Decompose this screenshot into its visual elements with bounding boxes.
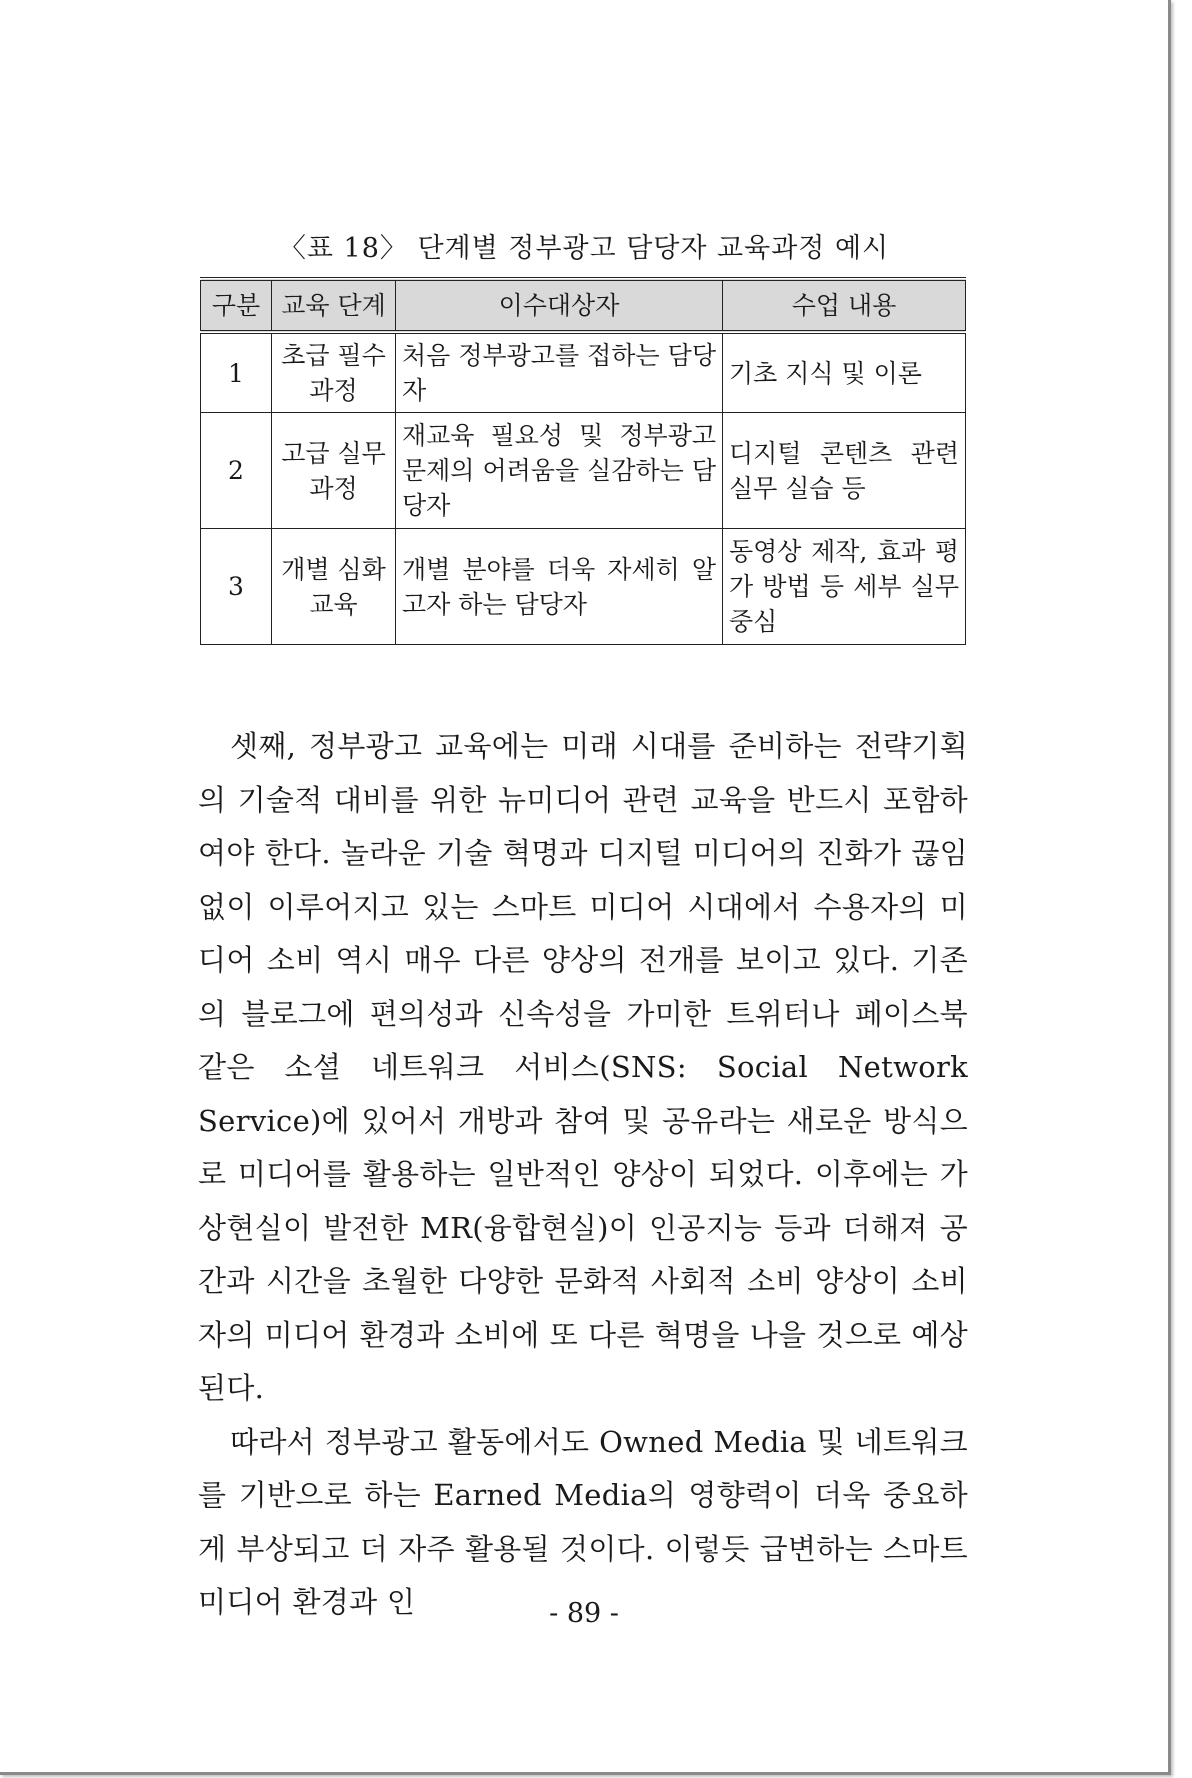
- row-content: 디지털 콘텐츠 관련 실무 실습 등: [723, 413, 966, 529]
- education-course-table: [200, 277, 966, 645]
- paragraph: 따라서 정부광고 활동에서도 Owned Media 및 네트워크를 기반으로 하는 Earned Media의 영향력이 더욱 중요하게 부상되고 더 자주 활용될 것이다. 이렇듯 급변하는 스마트미디어 환경과 인: [198, 1424, 968, 1619]
- row-number: 2: [201, 413, 272, 529]
- table-caption: 〈표 18〉 단계별 정부광고 담당자 교육과정 예시: [278, 233, 890, 264]
- header-stage: 교육 단계: [272, 279, 396, 332]
- row-target: 재교육 필요성 및 정부광고 문제의 어려움을 실감하는 담당자: [396, 413, 723, 529]
- row-number: 1: [201, 332, 272, 413]
- page-number: - 89 -: [549, 1598, 619, 1629]
- table-row: [201, 332, 966, 413]
- row-target: 개별 분야를 더욱 자세히 알고자 하는 담당자: [396, 529, 723, 645]
- body-text: [198, 720, 968, 1630]
- header-content: 수업 내용: [723, 279, 966, 332]
- row-content: 기초 지식 및 이론: [723, 332, 966, 413]
- paragraph: 셋째, 정부광고 교육에는 미래 시대를 준비하는 전략기획의 기술적 대비를 위한 뉴미디어 관련 교육을 반드시 포함하여야 한다. 놀라운 기술 혁명과 디지털 미디어의 진화가 끊임없이 이루어지고 있는 스마트 미디어 시대에서 수용자의 미디어 소비 역시 매우 다른 양상의 전개를 보이고 있다. 기존의 블로그에 편의성과 신속성을 가미한 트위터나 페이스북 같은 소셜 네트워크 서비스(SNS: Social Network Service)에 있어서 개방과 참여 및 공유라는 새로운 방식으로 미디어를 활용하는 일반적인 양상이 되었다. 이후에는 가상현실이 발전한 MR(융합현실)이 인공지능 등과 더해져 공간과 시간을 초월한 다양한 문화적 사회적 소비 양상이 소비자의 미디어 환경과 소비에 또 다른 혁명을 나을 것으로 예상된다.: [198, 729, 968, 1405]
- row-stage: 초급 필수 과정: [272, 332, 396, 413]
- row-content: 동영상 제작, 효과 평가 방법 등 세부 실무 중심: [723, 529, 966, 645]
- row-stage: 고급 실무 과정: [272, 413, 396, 529]
- row-target: 처음 정부광고를 접하는 담당자: [396, 332, 723, 413]
- row-number: 3: [201, 529, 272, 645]
- table-row: [201, 529, 966, 645]
- table-header-row: [201, 279, 966, 332]
- table-row: [201, 413, 966, 529]
- row-stage: 개별 심화 교육: [272, 529, 396, 645]
- header-category: 구분: [201, 279, 272, 332]
- header-target: 이수대상자: [396, 279, 723, 332]
